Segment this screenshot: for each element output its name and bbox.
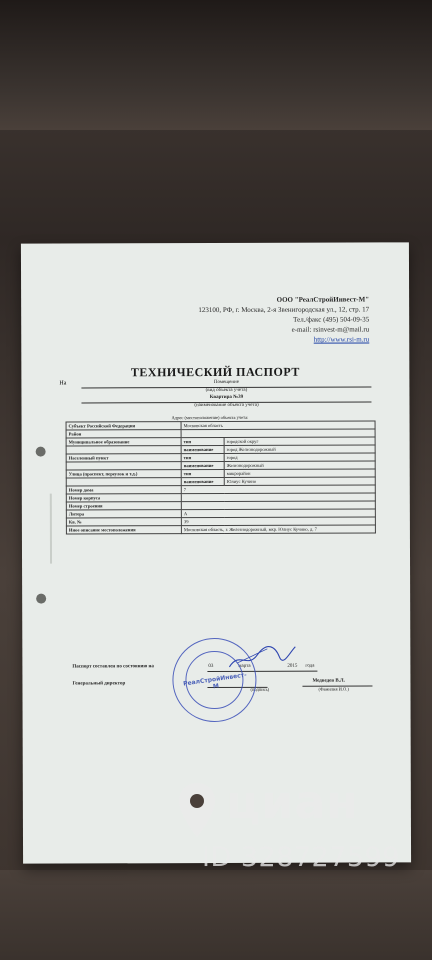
- row-label: Иное описание местоположения: [66, 526, 181, 534]
- row-label: Муниципальное образование: [66, 438, 181, 446]
- object-type-caption: (вид объекта учета): [205, 387, 248, 394]
- row-value: 7: [181, 485, 375, 494]
- name-caption: (Фамилия И.О.): [318, 686, 349, 692]
- object-name-caption: (наименование объекта учета): [194, 402, 259, 409]
- object-type: Помещение: [213, 379, 239, 386]
- paper-crease: [50, 494, 52, 564]
- compiled-year-suffix: года: [305, 663, 315, 669]
- row-type: тип: [181, 469, 224, 477]
- company-site: http://www.rsi-m.ru: [313, 335, 370, 344]
- row-value: А: [181, 509, 375, 518]
- company-name: ООО "РеалСтройИнвест-М": [276, 295, 370, 304]
- no-label: На: [59, 380, 67, 387]
- company-header: [198, 294, 369, 345]
- row-label: Номер строения: [66, 502, 181, 510]
- compiled-day: 03: [208, 664, 214, 670]
- watermark-brand: циан: [226, 775, 360, 829]
- row-type: наименование: [181, 477, 224, 485]
- compiled-label: Паспорт составлен по состоянию на: [72, 664, 154, 670]
- row-value: город: [224, 453, 375, 462]
- row-value: Московская область, г. Железнодорожный, мкр. Юлиус Кучино, д. 7: [181, 525, 375, 534]
- object-name: Квартира №39: [209, 394, 244, 401]
- company-phone: Тел./факс (495) 504-09-35: [293, 315, 370, 324]
- technical-passport-sheet: [21, 242, 411, 863]
- row-label: Номер дома: [66, 486, 181, 494]
- cian-watermark: [176, 775, 416, 885]
- row-value: Московская область: [181, 421, 375, 430]
- row-type: тип: [181, 453, 224, 461]
- sign-caption: (подпись): [250, 686, 270, 692]
- row-value: микрорайон: [224, 469, 375, 478]
- director-label: Генеральный директор: [72, 681, 126, 687]
- watermark-id: ID 328727599: [202, 842, 400, 873]
- compiled-month: марта: [238, 663, 251, 669]
- director-name: Медведев В.Л.: [312, 678, 345, 684]
- punch-hole: [36, 447, 46, 457]
- row-label: Кв. №: [66, 518, 181, 526]
- row-value: Юлиус Кучино: [224, 477, 375, 486]
- row-type: наименование: [181, 445, 224, 453]
- signature: [227, 643, 297, 671]
- row-label: Субъект Российской Федерации: [66, 422, 181, 430]
- compiled-year: 2015: [287, 663, 298, 669]
- row-value: городской округ: [224, 437, 375, 446]
- row-value: Железнодорожный: [224, 461, 375, 470]
- map-pin-icon: [176, 781, 218, 841]
- background-top: [0, 0, 432, 130]
- row-value: 39: [181, 517, 375, 526]
- row-type: тип: [181, 437, 224, 445]
- document-title: ТЕХНИЧЕСКИЙ ПАСПОРТ: [130, 364, 300, 380]
- company-address: 123100, РФ, г. Москва, 2-я Звенигородская ул., 12, стр. 17: [198, 305, 370, 315]
- address-table: [66, 420, 376, 534]
- row-label: Литера: [66, 510, 181, 518]
- company-email: e-mail: rsinvest-m@mail.ru: [291, 325, 370, 334]
- row-value: город Железнодорожный: [224, 445, 375, 454]
- punch-hole: [36, 594, 46, 604]
- address-caption: Адрес (местоположение) объекта учета:: [171, 414, 249, 421]
- row-label: Населенный пункт: [66, 454, 181, 462]
- company-stamp: РеалСтройИнвест-М: [172, 638, 256, 722]
- table-row: [66, 525, 375, 534]
- row-label: Район: [66, 430, 181, 438]
- row-label: Улица (проспект, переулок и т.д.): [66, 470, 181, 478]
- row-label: Номер корпуса: [66, 494, 181, 502]
- row-type: наименование: [181, 461, 224, 469]
